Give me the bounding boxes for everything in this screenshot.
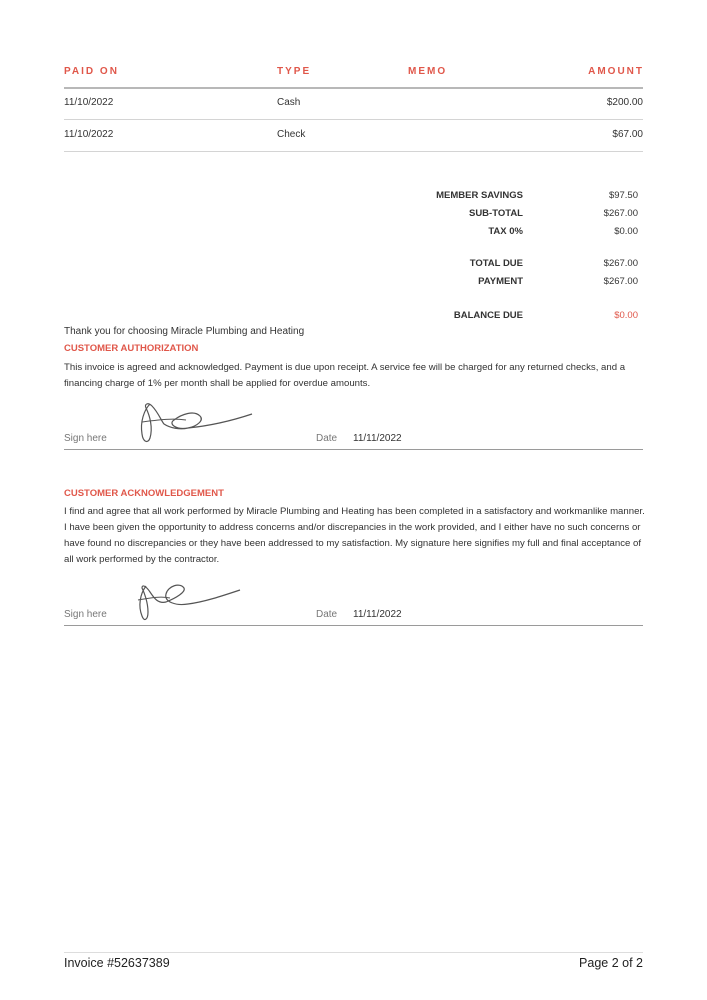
invoice-number: Invoice #52637389 xyxy=(64,956,170,970)
row-amount: $67.00 xyxy=(612,129,643,140)
sub-total-label: SUB-TOTAL xyxy=(468,208,523,219)
acknowledgement-title: CUSTOMER ACKNOWLEDGEMENT xyxy=(64,488,224,499)
type-header: TYPE xyxy=(277,66,312,77)
authorization-title: CUSTOMER AUTHORIZATION xyxy=(64,343,199,354)
total-due-value: $267.00 xyxy=(603,258,638,269)
payment-label: PAYMENT xyxy=(478,276,523,287)
payment-value: $267.00 xyxy=(603,276,638,287)
authorization-signature-line xyxy=(64,449,643,450)
row-amount: $200.00 xyxy=(606,97,643,108)
acknowledgement-date-label: Date xyxy=(316,609,338,620)
row-paid-on: 11/10/2022 xyxy=(64,97,114,108)
tax-value: $0.00 xyxy=(614,226,638,237)
row-type: Check xyxy=(277,129,306,140)
page-number: Page 2 of 2 xyxy=(579,956,643,970)
row-divider xyxy=(64,151,643,152)
sub-total-value: $267.00 xyxy=(603,208,638,219)
authorization-date-label: Date xyxy=(316,433,338,444)
row-paid-on: 11/10/2022 xyxy=(64,129,114,140)
amount-header: AMOUNT xyxy=(588,66,644,77)
member-savings-value: $97.50 xyxy=(608,190,638,201)
table-header-divider xyxy=(64,87,643,89)
row-type: Cash xyxy=(277,97,301,108)
tax-label: TAX 0% xyxy=(488,226,523,237)
member-savings-label: MEMBER SAVINGS xyxy=(436,190,523,201)
authorization-text: This invoice is agreed and acknowledged. Payment is due upon receipt. A service fee will be charged for any returned checks, and a financing charge of 1% per month shall be applied for overdue amounts. xyxy=(64,362,626,389)
row-divider xyxy=(64,119,643,120)
total-due-label: TOTAL DUE xyxy=(469,258,523,269)
acknowledgement-text: I find and agree that all work performed by Miracle Plumbing and Heating has been completed in a satisfactory and workmanlike manner. I have been given the opportunity to address concerns and/or discrepancies in the work provided, and I either have no such concerns or have found no discrepancies or they have been addressed to my satisfaction. My signature here signifies my full and final acceptance of all work performed by the contractor. xyxy=(64,506,645,565)
acknowledgement-signature-line xyxy=(64,625,643,626)
authorization-date-value: 11/11/2022 xyxy=(353,433,402,444)
balance-due-value: $0.00 xyxy=(614,310,638,321)
footer-divider xyxy=(64,952,643,953)
balance-due-label: BALANCE DUE xyxy=(453,310,523,321)
thank-you-note: Thank you for choosing Miracle Plumbing and Heating xyxy=(64,326,305,337)
paid-on-header: PAID ON xyxy=(64,66,119,77)
acknowledgement-date-value: 11/11/2022 xyxy=(353,609,402,620)
authorization-sign-label: Sign here xyxy=(64,433,107,444)
acknowledgement-signature xyxy=(128,578,248,628)
acknowledgement-sign-label: Sign here xyxy=(64,609,107,620)
authorization-signature xyxy=(128,398,258,448)
memo-header: MEMO xyxy=(408,66,448,77)
